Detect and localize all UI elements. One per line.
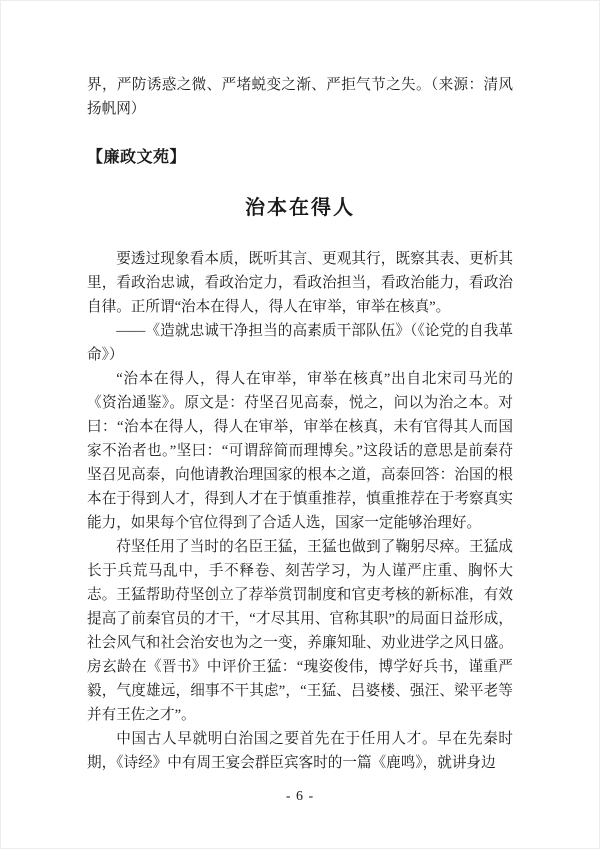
paragraph-continuation: 界，严防诱惑之微、严堵蜕变之渐、严拒气节之失。（来源：清风扬帆网） xyxy=(87,77,513,117)
section-header: 【廉政文苑】 xyxy=(87,149,187,166)
article-paragraph: “治本在得人，得人在审举，审举在核真”出自北宋司马光的《资治通鉴》。原文是：苻坚召见高泰，悦之，问以为治之本。对曰：“治本在得人，得人在审举，审举在核真，未有官得其人而国家不治者也。”坚曰：“可谓辞简而理博矣。”这段话的意思是前秦苻坚召见高泰，向他请教治理国家的根本之道，高泰回答：治国的根本在于得到人才，得到人才在于慎重推荐，慎重推荐在于考察真实能力，如果每个官位得到了合适人选，国家一定能够治理好。 xyxy=(87,371,513,531)
article-paragraph: 苻坚任用了当时的名臣王猛，王猛也做到了鞠躬尽瘁。王猛成长于兵荒马乱中，手不释卷、刻苦学习，为人谨严庄重、胸怀大志。王猛帮助苻坚创立了荐举赏罚制度和官吏考核的新标准，有效提高了前秦官员的才干，“才尽其用、官称其职”的局面日益形成，社会风气和社会治安也为之一变，养廉知耻、劝业进学之风日盛。房玄龄在《晋书》中评价王猛：“瑰姿俊伟，博学好兵书，谨重严毅，气度雄远，细事不干其虑”，“王猛、吕婆楼、强汪、梁平老等并有王佐之才”。 xyxy=(87,539,513,723)
page-number: - 6 - xyxy=(285,789,315,804)
article-title: 治本在得人 xyxy=(245,197,355,219)
article-paragraph: 中国古人早就明白治国之要首先在于任用人才。早在先秦时期，《诗经》中有周王宴会群臣宾客时的一篇《鹿鸣》，就讲身边 xyxy=(87,731,513,771)
article-paragraph-attribution: ——《造就忠诚干净担当的高素质干部队伍》（《论党的自我革命》） xyxy=(87,323,513,363)
article-paragraph: 要透过现象看本质，既听其言、更观其行，既察其表、更析其里，看政治忠诚，看政治定力，看政治担当，看政治能力，看政治自律。正所谓“治本在得人，得人在审举，审举在核真”。 xyxy=(87,251,513,315)
